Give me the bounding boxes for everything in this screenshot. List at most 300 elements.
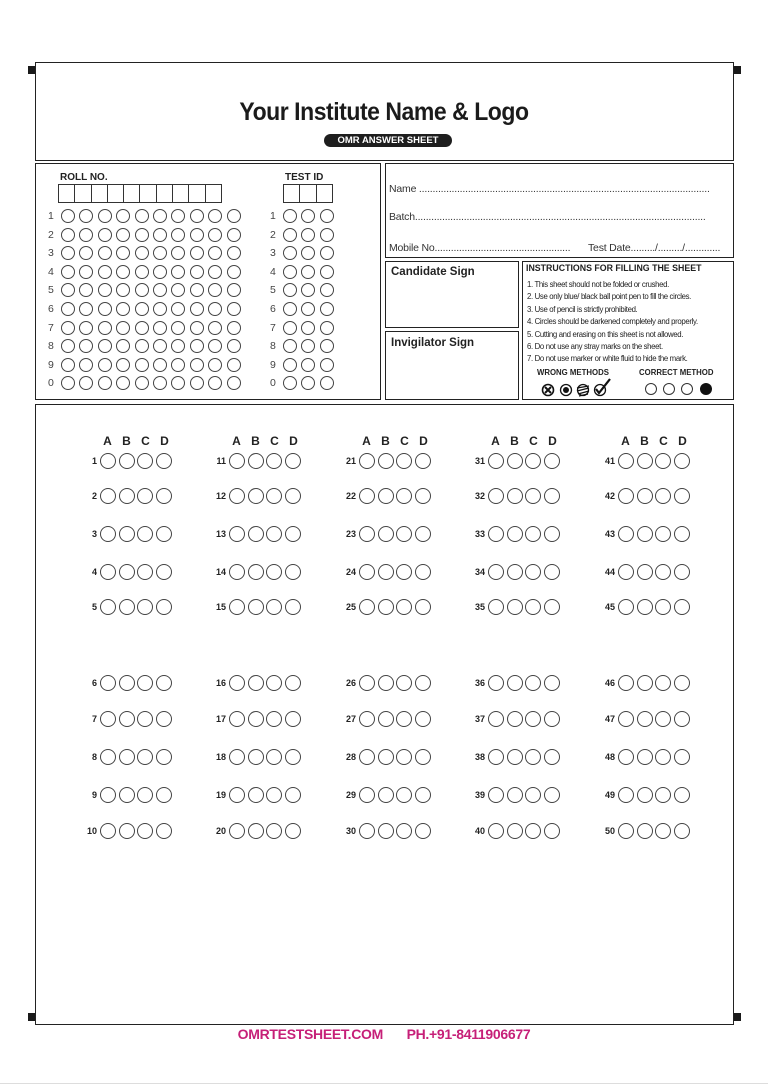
name-field[interactable]: Name ........................................................................................................... — [389, 183, 710, 195]
answer-bubble[interactable] — [396, 453, 412, 469]
answer-bubble[interactable] — [378, 599, 394, 615]
roll-no-bubble[interactable] — [190, 265, 204, 279]
roll-no-bubble[interactable] — [208, 302, 222, 316]
roll-no-bubble[interactable] — [227, 321, 241, 335]
answer-bubble[interactable] — [674, 526, 690, 542]
answer-bubble[interactable] — [525, 749, 541, 765]
roll-no-bubble[interactable] — [208, 228, 222, 242]
roll-no-bubble[interactable] — [208, 339, 222, 353]
roll-no-digit-cell[interactable] — [107, 184, 124, 203]
answer-bubble[interactable] — [285, 823, 301, 839]
answer-bubble[interactable] — [266, 787, 282, 803]
roll-no-bubble[interactable] — [135, 209, 149, 223]
answer-bubble[interactable] — [137, 749, 153, 765]
answer-bubble[interactable] — [156, 488, 172, 504]
answer-bubble[interactable] — [655, 675, 671, 691]
answer-bubble[interactable] — [655, 599, 671, 615]
answer-bubble[interactable] — [415, 711, 431, 727]
answer-bubble[interactable] — [396, 599, 412, 615]
roll-no-bubble[interactable] — [171, 283, 185, 297]
answer-bubble[interactable] — [266, 711, 282, 727]
answer-bubble[interactable] — [137, 711, 153, 727]
test-id-bubble[interactable] — [320, 283, 334, 297]
answer-bubble[interactable] — [156, 599, 172, 615]
answer-bubble[interactable] — [507, 599, 523, 615]
answer-bubble[interactable] — [396, 749, 412, 765]
roll-no-bubble[interactable] — [79, 209, 93, 223]
answer-bubble[interactable] — [637, 711, 653, 727]
roll-no-bubble[interactable] — [190, 358, 204, 372]
answer-bubble[interactable] — [618, 787, 634, 803]
answer-bubble[interactable] — [488, 564, 504, 580]
answer-bubble[interactable] — [285, 564, 301, 580]
answer-bubble[interactable] — [544, 526, 560, 542]
mobile-field[interactable]: Mobile No.................................................. — [389, 242, 571, 254]
test-id-bubble[interactable] — [320, 302, 334, 316]
answer-bubble[interactable] — [544, 749, 560, 765]
answer-bubble[interactable] — [266, 564, 282, 580]
answer-bubble[interactable] — [525, 453, 541, 469]
roll-no-digit-cell[interactable] — [172, 184, 189, 203]
answer-bubble[interactable] — [248, 453, 264, 469]
answer-bubble[interactable] — [415, 749, 431, 765]
answer-bubble[interactable] — [396, 564, 412, 580]
answer-bubble[interactable] — [396, 823, 412, 839]
roll-no-bubble[interactable] — [116, 321, 130, 335]
roll-no-bubble[interactable] — [135, 283, 149, 297]
test-id-bubble[interactable] — [320, 321, 334, 335]
answer-bubble[interactable] — [119, 787, 135, 803]
answer-bubble[interactable] — [396, 675, 412, 691]
roll-no-bubble[interactable] — [79, 321, 93, 335]
answer-bubble[interactable] — [137, 488, 153, 504]
roll-no-bubble[interactable] — [190, 321, 204, 335]
test-id-bubble[interactable] — [301, 302, 315, 316]
test-id-bubble[interactable] — [320, 358, 334, 372]
answer-bubble[interactable] — [100, 564, 116, 580]
answer-bubble[interactable] — [285, 526, 301, 542]
roll-no-bubble[interactable] — [135, 321, 149, 335]
batch-field[interactable]: Batch........................................................................................................... — [389, 211, 706, 223]
answer-bubble[interactable] — [396, 488, 412, 504]
test-id-bubble[interactable] — [283, 265, 297, 279]
answer-bubble[interactable] — [285, 488, 301, 504]
roll-no-digit-cell[interactable] — [58, 184, 75, 203]
answer-bubble[interactable] — [488, 787, 504, 803]
test-id-bubble[interactable] — [320, 209, 334, 223]
roll-no-bubble[interactable] — [98, 358, 112, 372]
answer-bubble[interactable] — [415, 526, 431, 542]
roll-no-bubble[interactable] — [208, 265, 222, 279]
test-id-bubble[interactable] — [283, 339, 297, 353]
roll-no-bubble[interactable] — [171, 265, 185, 279]
answer-bubble[interactable] — [507, 675, 523, 691]
roll-no-bubble[interactable] — [116, 376, 130, 390]
answer-bubble[interactable] — [359, 711, 375, 727]
answer-bubble[interactable] — [359, 564, 375, 580]
answer-bubble[interactable] — [618, 675, 634, 691]
test-id-bubble[interactable] — [283, 376, 297, 390]
answer-bubble[interactable] — [507, 749, 523, 765]
answer-bubble[interactable] — [544, 599, 560, 615]
answer-bubble[interactable] — [156, 711, 172, 727]
answer-bubble[interactable] — [285, 675, 301, 691]
answer-bubble[interactable] — [137, 599, 153, 615]
answer-bubble[interactable] — [100, 711, 116, 727]
roll-no-input-cells[interactable] — [59, 184, 222, 203]
answer-bubble[interactable] — [100, 675, 116, 691]
roll-no-bubble[interactable] — [153, 209, 167, 223]
answer-bubble[interactable] — [378, 675, 394, 691]
answer-bubble[interactable] — [359, 749, 375, 765]
roll-no-bubble[interactable] — [61, 339, 75, 353]
roll-no-bubble[interactable] — [61, 209, 75, 223]
roll-no-bubble[interactable] — [135, 265, 149, 279]
answer-bubble[interactable] — [156, 526, 172, 542]
answer-bubble[interactable] — [637, 526, 653, 542]
roll-no-bubble[interactable] — [153, 339, 167, 353]
answer-bubble[interactable] — [507, 823, 523, 839]
test-id-bubble[interactable] — [320, 339, 334, 353]
answer-bubble[interactable] — [525, 787, 541, 803]
roll-no-digit-cell[interactable] — [91, 184, 108, 203]
answer-bubble[interactable] — [544, 453, 560, 469]
answer-bubble[interactable] — [655, 564, 671, 580]
test-id-bubble[interactable] — [301, 339, 315, 353]
answer-bubble[interactable] — [229, 453, 245, 469]
answer-bubble[interactable] — [100, 599, 116, 615]
answer-bubble[interactable] — [285, 749, 301, 765]
answer-bubble[interactable] — [507, 453, 523, 469]
roll-no-bubble[interactable] — [227, 265, 241, 279]
answer-bubble[interactable] — [655, 453, 671, 469]
roll-no-bubble[interactable] — [98, 376, 112, 390]
roll-no-bubble[interactable] — [116, 265, 130, 279]
roll-no-bubble[interactable] — [171, 339, 185, 353]
roll-no-bubble[interactable] — [79, 265, 93, 279]
test-id-bubble[interactable] — [301, 265, 315, 279]
roll-no-bubble[interactable] — [190, 209, 204, 223]
test-id-bubble[interactable] — [283, 209, 297, 223]
roll-no-bubble[interactable] — [190, 302, 204, 316]
roll-no-bubble[interactable] — [116, 339, 130, 353]
roll-no-bubble[interactable] — [171, 321, 185, 335]
answer-bubble[interactable] — [674, 675, 690, 691]
answer-bubble[interactable] — [488, 526, 504, 542]
answer-bubble[interactable] — [655, 749, 671, 765]
answer-bubble[interactable] — [156, 453, 172, 469]
answer-bubble[interactable] — [156, 749, 172, 765]
roll-no-bubble[interactable] — [61, 376, 75, 390]
roll-no-bubble[interactable] — [227, 246, 241, 260]
answer-bubble[interactable] — [637, 488, 653, 504]
answer-bubble[interactable] — [525, 488, 541, 504]
answer-bubble[interactable] — [525, 675, 541, 691]
roll-no-bubble[interactable] — [190, 283, 204, 297]
roll-no-bubble[interactable] — [208, 283, 222, 297]
answer-bubble[interactable] — [266, 453, 282, 469]
test-date-field[interactable]: Test Date........./........./............. — [588, 242, 721, 254]
roll-no-bubble[interactable] — [116, 228, 130, 242]
roll-no-digit-cell[interactable] — [139, 184, 156, 203]
answer-bubble[interactable] — [100, 488, 116, 504]
test-id-digit-cell[interactable] — [299, 184, 316, 203]
roll-no-bubble[interactable] — [190, 228, 204, 242]
answer-bubble[interactable] — [378, 711, 394, 727]
roll-no-bubble[interactable] — [135, 302, 149, 316]
roll-no-bubble[interactable] — [208, 246, 222, 260]
test-id-bubble[interactable] — [320, 265, 334, 279]
answer-bubble[interactable] — [100, 526, 116, 542]
answer-bubble[interactable] — [248, 599, 264, 615]
answer-bubble[interactable] — [488, 749, 504, 765]
test-id-digit-cell[interactable] — [283, 184, 300, 203]
answer-bubble[interactable] — [415, 787, 431, 803]
roll-no-bubble[interactable] — [153, 265, 167, 279]
answer-bubble[interactable] — [618, 711, 634, 727]
answer-bubble[interactable] — [396, 711, 412, 727]
roll-no-bubble[interactable] — [171, 376, 185, 390]
roll-no-bubble[interactable] — [190, 246, 204, 260]
test-id-bubble[interactable] — [301, 358, 315, 372]
roll-no-bubble[interactable] — [135, 339, 149, 353]
answer-bubble[interactable] — [266, 823, 282, 839]
roll-no-bubble[interactable] — [153, 228, 167, 242]
answer-bubble[interactable] — [525, 564, 541, 580]
answer-bubble[interactable] — [119, 526, 135, 542]
roll-no-bubble[interactable] — [153, 283, 167, 297]
roll-no-bubble[interactable] — [135, 246, 149, 260]
roll-no-bubble[interactable] — [61, 246, 75, 260]
answer-bubble[interactable] — [488, 675, 504, 691]
answer-bubble[interactable] — [507, 564, 523, 580]
answer-bubble[interactable] — [637, 564, 653, 580]
roll-no-bubble[interactable] — [79, 376, 93, 390]
answer-bubble[interactable] — [156, 787, 172, 803]
roll-no-digit-cell[interactable] — [74, 184, 91, 203]
answer-bubble[interactable] — [674, 823, 690, 839]
test-id-bubble[interactable] — [301, 228, 315, 242]
roll-no-bubble[interactable] — [153, 302, 167, 316]
roll-no-bubble[interactable] — [208, 209, 222, 223]
answer-bubble[interactable] — [396, 526, 412, 542]
roll-no-bubble[interactable] — [116, 302, 130, 316]
roll-no-bubble[interactable] — [153, 246, 167, 260]
answer-bubble[interactable] — [655, 787, 671, 803]
answer-bubble[interactable] — [525, 823, 541, 839]
answer-bubble[interactable] — [266, 599, 282, 615]
answer-bubble[interactable] — [507, 488, 523, 504]
roll-no-bubble[interactable] — [190, 376, 204, 390]
answer-bubble[interactable] — [285, 599, 301, 615]
answer-bubble[interactable] — [488, 823, 504, 839]
answer-bubble[interactable] — [525, 599, 541, 615]
answer-bubble[interactable] — [266, 488, 282, 504]
answer-bubble[interactable] — [359, 488, 375, 504]
answer-bubble[interactable] — [507, 787, 523, 803]
answer-bubble[interactable] — [655, 526, 671, 542]
answer-bubble[interactable] — [618, 599, 634, 615]
answer-bubble[interactable] — [119, 599, 135, 615]
test-id-bubble[interactable] — [283, 321, 297, 335]
answer-bubble[interactable] — [488, 711, 504, 727]
answer-bubble[interactable] — [674, 599, 690, 615]
answer-bubble[interactable] — [285, 787, 301, 803]
answer-bubble[interactable] — [285, 453, 301, 469]
roll-no-bubble[interactable] — [171, 246, 185, 260]
roll-no-bubble[interactable] — [227, 339, 241, 353]
answer-bubble[interactable] — [618, 749, 634, 765]
answer-bubble[interactable] — [378, 488, 394, 504]
answer-bubble[interactable] — [674, 787, 690, 803]
answer-bubble[interactable] — [229, 823, 245, 839]
answer-bubble[interactable] — [229, 488, 245, 504]
roll-no-bubble[interactable] — [61, 358, 75, 372]
answer-bubble[interactable] — [248, 749, 264, 765]
roll-no-bubble[interactable] — [227, 358, 241, 372]
answer-bubble[interactable] — [544, 787, 560, 803]
roll-no-bubble[interactable] — [61, 265, 75, 279]
answer-bubble[interactable] — [119, 749, 135, 765]
roll-no-bubble[interactable] — [98, 265, 112, 279]
answer-bubble[interactable] — [655, 488, 671, 504]
test-id-bubble[interactable] — [283, 302, 297, 316]
answer-bubble[interactable] — [618, 453, 634, 469]
roll-no-digit-cell[interactable] — [205, 184, 222, 203]
roll-no-bubble[interactable] — [208, 321, 222, 335]
roll-no-bubble[interactable] — [79, 339, 93, 353]
roll-no-bubble[interactable] — [190, 339, 204, 353]
answer-bubble[interactable] — [119, 453, 135, 469]
answer-bubble[interactable] — [674, 488, 690, 504]
test-id-bubble[interactable] — [283, 358, 297, 372]
answer-bubble[interactable] — [378, 749, 394, 765]
answer-bubble[interactable] — [119, 488, 135, 504]
test-id-bubble[interactable] — [301, 209, 315, 223]
roll-no-digit-cell[interactable] — [123, 184, 140, 203]
answer-bubble[interactable] — [248, 787, 264, 803]
roll-no-bubble[interactable] — [98, 209, 112, 223]
roll-no-bubble[interactable] — [61, 302, 75, 316]
answer-bubble[interactable] — [637, 675, 653, 691]
roll-no-bubble[interactable] — [208, 376, 222, 390]
answer-bubble[interactable] — [248, 488, 264, 504]
answer-bubble[interactable] — [674, 453, 690, 469]
roll-no-bubble[interactable] — [116, 358, 130, 372]
answer-bubble[interactable] — [137, 564, 153, 580]
answer-bubble[interactable] — [229, 675, 245, 691]
answer-bubble[interactable] — [674, 711, 690, 727]
answer-bubble[interactable] — [100, 453, 116, 469]
answer-bubble[interactable] — [544, 675, 560, 691]
answer-bubble[interactable] — [229, 526, 245, 542]
answer-bubble[interactable] — [525, 526, 541, 542]
answer-bubble[interactable] — [415, 453, 431, 469]
roll-no-bubble[interactable] — [171, 228, 185, 242]
roll-no-bubble[interactable] — [61, 321, 75, 335]
answer-bubble[interactable] — [137, 823, 153, 839]
answer-bubble[interactable] — [618, 823, 634, 839]
answer-bubble[interactable] — [266, 526, 282, 542]
answer-bubble[interactable] — [415, 823, 431, 839]
answer-bubble[interactable] — [674, 749, 690, 765]
test-id-bubble[interactable] — [283, 228, 297, 242]
roll-no-bubble[interactable] — [98, 283, 112, 297]
answer-bubble[interactable] — [229, 787, 245, 803]
answer-bubble[interactable] — [137, 787, 153, 803]
answer-bubble[interactable] — [248, 675, 264, 691]
roll-no-bubble[interactable] — [135, 358, 149, 372]
roll-no-bubble[interactable] — [135, 376, 149, 390]
answer-bubble[interactable] — [674, 564, 690, 580]
answer-bubble[interactable] — [248, 564, 264, 580]
answer-bubble[interactable] — [415, 675, 431, 691]
answer-bubble[interactable] — [137, 453, 153, 469]
answer-bubble[interactable] — [119, 823, 135, 839]
answer-bubble[interactable] — [655, 823, 671, 839]
roll-no-digit-cell[interactable] — [156, 184, 173, 203]
test-id-bubble[interactable] — [320, 228, 334, 242]
answer-bubble[interactable] — [637, 453, 653, 469]
roll-no-bubble[interactable] — [153, 358, 167, 372]
roll-no-bubble[interactable] — [116, 246, 130, 260]
test-id-bubble[interactable] — [301, 321, 315, 335]
answer-bubble[interactable] — [137, 675, 153, 691]
answer-bubble[interactable] — [488, 488, 504, 504]
answer-bubble[interactable] — [637, 823, 653, 839]
answer-bubble[interactable] — [266, 749, 282, 765]
roll-no-digit-cell[interactable] — [188, 184, 205, 203]
roll-no-bubble[interactable] — [98, 246, 112, 260]
roll-no-bubble[interactable] — [171, 302, 185, 316]
answer-bubble[interactable] — [525, 711, 541, 727]
roll-no-bubble[interactable] — [116, 283, 130, 297]
answer-bubble[interactable] — [544, 488, 560, 504]
answer-bubble[interactable] — [378, 453, 394, 469]
answer-bubble[interactable] — [507, 711, 523, 727]
answer-bubble[interactable] — [229, 564, 245, 580]
answer-bubble[interactable] — [119, 564, 135, 580]
roll-no-bubble[interactable] — [79, 358, 93, 372]
answer-bubble[interactable] — [488, 599, 504, 615]
answer-bubble[interactable] — [396, 787, 412, 803]
answer-bubble[interactable] — [488, 453, 504, 469]
test-id-bubble[interactable] — [283, 283, 297, 297]
answer-bubble[interactable] — [415, 599, 431, 615]
answer-bubble[interactable] — [415, 488, 431, 504]
roll-no-bubble[interactable] — [227, 302, 241, 316]
answer-bubble[interactable] — [359, 599, 375, 615]
answer-bubble[interactable] — [248, 711, 264, 727]
test-id-input-cells[interactable] — [284, 184, 333, 203]
roll-no-bubble[interactable] — [227, 228, 241, 242]
roll-no-bubble[interactable] — [61, 283, 75, 297]
test-id-bubble[interactable] — [320, 246, 334, 260]
answer-bubble[interactable] — [100, 749, 116, 765]
answer-bubble[interactable] — [637, 749, 653, 765]
test-id-bubble[interactable] — [301, 246, 315, 260]
answer-bubble[interactable] — [100, 823, 116, 839]
answer-bubble[interactable] — [359, 675, 375, 691]
answer-bubble[interactable] — [359, 453, 375, 469]
roll-no-bubble[interactable] — [79, 246, 93, 260]
answer-bubble[interactable] — [618, 488, 634, 504]
answer-bubble[interactable] — [378, 787, 394, 803]
answer-bubble[interactable] — [618, 526, 634, 542]
answer-bubble[interactable] — [229, 749, 245, 765]
roll-no-bubble[interactable] — [79, 302, 93, 316]
answer-bubble[interactable] — [156, 564, 172, 580]
